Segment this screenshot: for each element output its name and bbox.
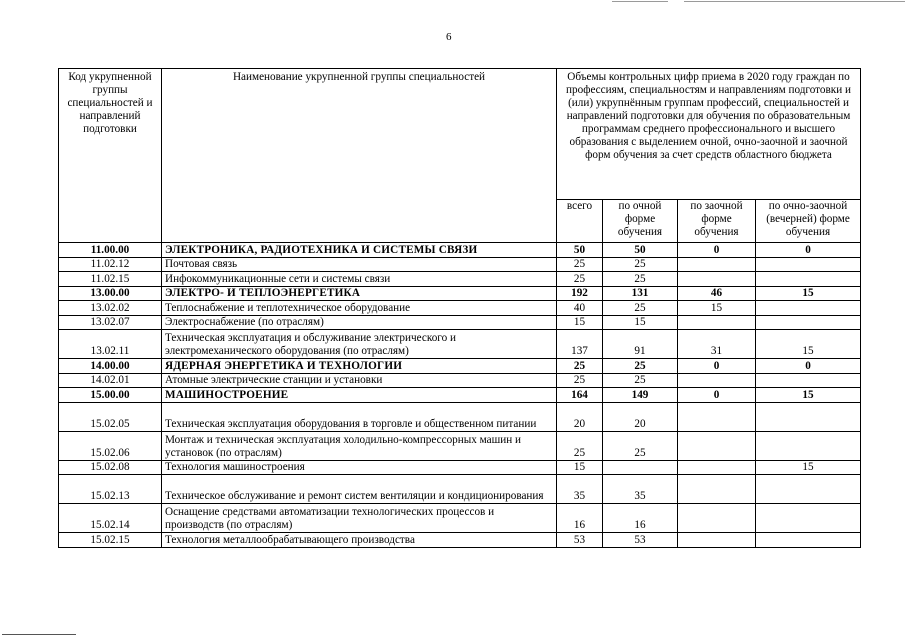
cell-total: 192 xyxy=(557,286,603,301)
cell-name: ЯДЕРНАЯ ЭНЕРГЕТИКА И ТЕХНОЛОГИИ xyxy=(162,359,557,374)
group-row xyxy=(59,388,861,403)
cell-code: 13.00.00 xyxy=(59,286,162,301)
table-row xyxy=(59,315,861,330)
cell-name: Техническая эксплуатация оборудования в торговле и общественном питании xyxy=(162,402,557,431)
cell-code: 14.02.01 xyxy=(59,373,162,388)
cell-total: 16 xyxy=(557,504,603,533)
cell-part-time xyxy=(678,460,756,475)
cell-evening xyxy=(756,402,861,431)
cell-evening xyxy=(756,301,861,316)
cell-name: Почтовая связь xyxy=(162,257,557,272)
cell-total: 25 xyxy=(557,431,603,460)
table-row xyxy=(59,460,861,475)
cell-full-time: 25 xyxy=(603,373,678,388)
cell-evening xyxy=(756,504,861,533)
cell-part-time xyxy=(678,402,756,431)
header-total: всего xyxy=(557,200,603,243)
table-row xyxy=(59,301,861,316)
group-row xyxy=(59,243,861,258)
cell-full-time xyxy=(603,460,678,475)
table-row xyxy=(59,373,861,388)
cell-full-time: 15 xyxy=(603,315,678,330)
cell-total: 20 xyxy=(557,402,603,431)
cell-name: Атомные электрические станции и установки xyxy=(162,373,557,388)
table-row xyxy=(59,257,861,272)
cell-full-time: 50 xyxy=(603,243,678,258)
cell-name: ЭЛЕКТРО- И ТЕПЛОЭНЕРГЕТИКА xyxy=(162,286,557,301)
cell-code: 14.00.00 xyxy=(59,359,162,374)
cell-total: 164 xyxy=(557,388,603,403)
header-part-time: по заочной форме обучения xyxy=(678,200,756,243)
header-evening: по очно-заочной (вечерней) форме обучения xyxy=(756,200,861,243)
cell-name: Электроснабжение (по отраслям) xyxy=(162,315,557,330)
cell-name: МАШИНОСТРОЕНИЕ xyxy=(162,388,557,403)
header-code: Код укрупненной группы специальностей и направлений подготовки xyxy=(59,69,162,243)
cell-name: Инфокоммуникационные сети и системы связи xyxy=(162,272,557,287)
cell-code: 11.00.00 xyxy=(59,243,162,258)
cell-evening: 0 xyxy=(756,243,861,258)
cell-evening: 15 xyxy=(756,286,861,301)
cell-name: Монтаж и техническая эксплуатация холодильно-компрессорных машин и установок (по отраслям) xyxy=(162,431,557,460)
cell-part-time: 0 xyxy=(678,243,756,258)
table-row xyxy=(59,431,861,460)
cell-total: 25 xyxy=(557,257,603,272)
cell-part-time: 15 xyxy=(678,301,756,316)
table-row xyxy=(59,402,861,431)
cell-evening xyxy=(756,431,861,460)
cell-part-time xyxy=(678,475,756,504)
cell-part-time: 0 xyxy=(678,388,756,403)
top-rule-left xyxy=(612,1,668,2)
cell-evening xyxy=(756,373,861,388)
cell-part-time xyxy=(678,315,756,330)
table-row xyxy=(59,504,861,533)
cell-name: Теплоснабжение и теплотехническое оборудование xyxy=(162,301,557,316)
footnote-rule xyxy=(2,634,76,635)
cell-total: 25 xyxy=(557,359,603,374)
cell-full-time: 25 xyxy=(603,431,678,460)
cell-code: 11.02.12 xyxy=(59,257,162,272)
cell-evening xyxy=(756,533,861,548)
admission-quota-table xyxy=(58,68,861,548)
cell-code: 15.02.06 xyxy=(59,431,162,460)
cell-full-time: 16 xyxy=(603,504,678,533)
cell-evening xyxy=(756,272,861,287)
cell-part-time: 31 xyxy=(678,330,756,359)
cell-part-time xyxy=(678,431,756,460)
cell-name: Технология металлообрабатывающего производства xyxy=(162,533,557,548)
cell-total: 137 xyxy=(557,330,603,359)
table-row xyxy=(59,272,861,287)
cell-code: 15.00.00 xyxy=(59,388,162,403)
cell-name: Технология машиностроения xyxy=(162,460,557,475)
cell-code: 15.02.08 xyxy=(59,460,162,475)
cell-full-time: 25 xyxy=(603,272,678,287)
cell-part-time xyxy=(678,373,756,388)
cell-full-time: 149 xyxy=(603,388,678,403)
table-row xyxy=(59,330,861,359)
cell-full-time: 53 xyxy=(603,533,678,548)
page-number: 6 xyxy=(446,31,452,43)
cell-full-time: 25 xyxy=(603,257,678,272)
cell-full-time: 25 xyxy=(603,301,678,316)
header-full-time: по очной форме обучения xyxy=(603,200,678,243)
cell-evening xyxy=(756,475,861,504)
cell-total: 35 xyxy=(557,475,603,504)
cell-evening xyxy=(756,315,861,330)
cell-evening: 0 xyxy=(756,359,861,374)
cell-name: Техническая эксплуатация и обслуживание электрического и электромеханического оборудования (по отраслям) xyxy=(162,330,557,359)
cell-code: 13.02.02 xyxy=(59,301,162,316)
cell-name: Техническое обслуживание и ремонт систем вентиляции и кондиционирования xyxy=(162,475,557,504)
cell-total: 53 xyxy=(557,533,603,548)
cell-code: 13.02.07 xyxy=(59,315,162,330)
cell-part-time: 46 xyxy=(678,286,756,301)
cell-code: 15.02.15 xyxy=(59,533,162,548)
cell-evening xyxy=(756,257,861,272)
group-row xyxy=(59,359,861,374)
cell-total: 50 xyxy=(557,243,603,258)
cell-full-time: 35 xyxy=(603,475,678,504)
cell-code: 15.02.05 xyxy=(59,402,162,431)
cell-full-time: 20 xyxy=(603,402,678,431)
cell-part-time xyxy=(678,272,756,287)
cell-total: 25 xyxy=(557,272,603,287)
cell-code: 11.02.15 xyxy=(59,272,162,287)
header-volumes: Объемы контрольных цифр приема в 2020 году граждан по профессиям, специальностям и направлениям подготовки и (или) укрупнённым группам профессий, специальностей и направлений подготовки для обучения по образовательным программам среднего профессионального и высшего образования с выделением очной, очно-заочной и заочной форм обучения за счет средств областного бюджета xyxy=(557,69,861,200)
cell-part-time xyxy=(678,533,756,548)
cell-evening: 15 xyxy=(756,460,861,475)
cell-part-time xyxy=(678,257,756,272)
table-row xyxy=(59,475,861,504)
cell-code: 13.02.11 xyxy=(59,330,162,359)
table-row xyxy=(59,533,861,548)
cell-total: 15 xyxy=(557,460,603,475)
cell-total: 15 xyxy=(557,315,603,330)
cell-part-time xyxy=(678,504,756,533)
cell-full-time: 131 xyxy=(603,286,678,301)
cell-code: 15.02.13 xyxy=(59,475,162,504)
header-name: Наименование укрупненной группы специальностей xyxy=(162,69,557,243)
top-rule-right xyxy=(684,1,905,2)
cell-evening: 15 xyxy=(756,330,861,359)
cell-total: 40 xyxy=(557,301,603,316)
cell-evening: 15 xyxy=(756,388,861,403)
cell-part-time: 0 xyxy=(678,359,756,374)
header-row xyxy=(59,69,861,200)
cell-full-time: 91 xyxy=(603,330,678,359)
cell-code: 15.02.14 xyxy=(59,504,162,533)
cell-name: ЭЛЕКТРОНИКА, РАДИОТЕХНИКА И СИСТЕМЫ СВЯЗИ xyxy=(162,243,557,258)
cell-total: 25 xyxy=(557,373,603,388)
group-row xyxy=(59,286,861,301)
cell-full-time: 25 xyxy=(603,359,678,374)
cell-name: Оснащение средствами автоматизации технологических процессов и производств (по отраслям) xyxy=(162,504,557,533)
